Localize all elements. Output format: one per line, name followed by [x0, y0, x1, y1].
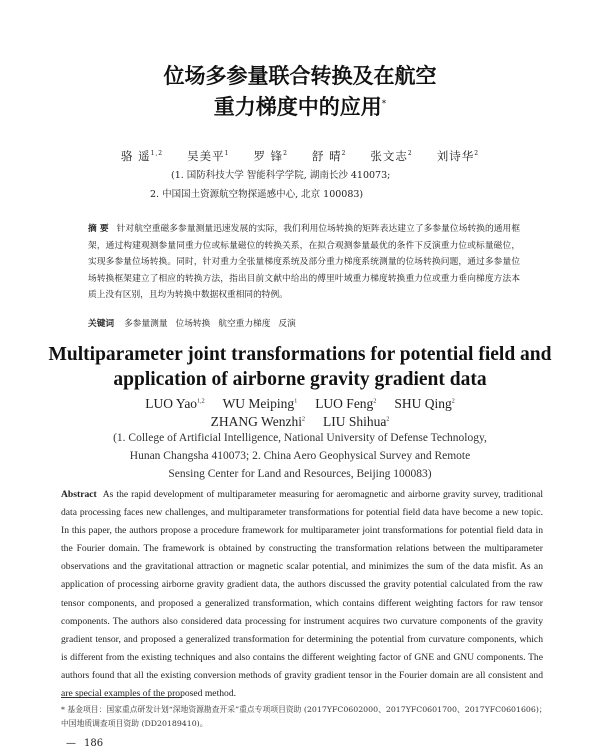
cn-affiliation-2: 2. 中国国土资源航空物探遥感中心, 北京 100083) — [150, 189, 364, 200]
cn-author-affiliation-mark: 1,2 — [150, 150, 164, 158]
en-author-name: ZHANG Wenzhi — [210, 414, 302, 429]
cn-author-affiliation-mark: 2 — [283, 150, 288, 158]
cn-keywords — [88, 317, 304, 329]
en-author-2 — [323, 414, 389, 429]
cn-author-affiliation-mark: 2 — [341, 150, 347, 158]
cn-author-affiliation-mark: 2 — [474, 150, 480, 158]
cn-author-name: 骆 遥 — [120, 149, 151, 163]
cn-author-2 — [187, 149, 229, 163]
en-author-name: LIU Shihua — [322, 414, 387, 429]
cn-author-5 — [370, 149, 412, 163]
cn-title-line-2 — [0, 91, 600, 121]
en-author-name: SHU Qing — [394, 396, 452, 411]
cn-author-name: 吴美平 — [187, 149, 225, 163]
cn-keyword-2: 位场转换 — [175, 319, 211, 329]
en-author-affiliation-mark: 1,2 — [197, 398, 205, 405]
page-number-value: 186 — [84, 738, 104, 749]
cn-keyword-3: 航空重力梯度 — [218, 319, 271, 329]
funding-footnote: * 基金项目：国家重点研发计划“深地资源勘查开采”重点专项项目资助 (2017YFC0602000、2017YFC0601700、2017YFC0601606)；中国地质调查项目资助 (DD20189410)。 — [61, 705, 547, 728]
en-author-affiliation-mark: 2 — [373, 398, 377, 405]
en-author-affiliation-mark: 1 — [294, 398, 298, 405]
en-title-line-2: application of airborne gravity gradient data — [113, 369, 487, 390]
en-author-2 — [223, 396, 298, 411]
en-author-4 — [394, 396, 454, 411]
cn-keyword-4: 反演 — [278, 319, 296, 329]
en-title-line-1: Multiparameter joint transformations for potential field and — [48, 344, 552, 365]
cn-author-3 — [253, 149, 287, 163]
cn-author-name: 舒 晴 — [311, 149, 342, 163]
cn-author-affiliation-mark: 1 — [224, 150, 230, 158]
en-abstract-label: Abstract — [61, 489, 97, 500]
cn-abstract-text: 针对航空重磁多参量测量迅速发展的实际，我们利用位场转换的矩阵表达建立了多参量位场转换的通用框架，通过构建观测参量同重力位或标量磁位的转换关系，在拟合观测参量最优的条件下反演重力位或标量磁位，实现多参量位场转换。同时，针对重力全张量梯度系统及部分重力梯度系统测量的位场转换问题，通过多参量位场转换框架建立了相应的转换方法，指出目前文献中给出的傅里叶域重力梯度转换重力位或重力垂向梯度方法本质上没有区别，且均为转换中数据权重相同的特例。 — [88, 224, 521, 300]
cn-authors — [0, 148, 600, 164]
cn-title-line-2-text: 重力梯度中的应用 — [213, 95, 382, 119]
en-authors-row-2 — [0, 414, 600, 430]
en-abstract-text: As the rapid development of multiparameter measuring for aeromagnetic and airborne gravity survey, traditional data processing faces new challenges, and multiparameter transformations for potential field data have become a new topic. In this paper, the authors propose a procedure framework for multiparameter joint transformations for potential field data in the Fourier domain. The framework is obtained by constructing the transformation relations between the multiparameter observations and the gravitational attraction or magnetic scalar potential, and minimizes the sum of the data misfit. As an application of processing airborne gravity gradient data, the authors discussed the gravity potential calculated from the raw tensor components, and proposed a generalized transformation, which contains different weighting factors for raw tensor components. The authors also considered data processing for instrument acquires two curvature components of the gravity gradient tensor, and proposed a generalized transformation for determining the potential from curvature components, which is different from the existing techniques and also contains the different weighting factor of GNE and GNU components. The authors found that all the existing conversion methods of gravity gradient tensor in the Fourier domain are all consistent and are special examples of the proposed method. — [61, 489, 543, 700]
cn-keyword-1: 多参量测量 — [124, 319, 168, 329]
en-author-affiliation-mark: 2 — [301, 416, 305, 423]
cn-keywords-label: 关键词 — [88, 319, 115, 329]
en-author-3 — [315, 396, 376, 411]
cn-affiliation-1: (1. 国防科技大学 智能科学学院, 湖南长沙 410073; — [171, 170, 391, 181]
cn-abstract — [88, 221, 520, 304]
cn-author-1 — [121, 149, 163, 163]
cn-author-6 — [437, 149, 479, 163]
en-author-name: WU Meiping — [222, 396, 295, 411]
cn-author-name: 刘诗华 — [436, 149, 475, 163]
en-author-name: LUO Yao — [145, 396, 198, 411]
page-number — [66, 738, 103, 749]
footnote-divider — [61, 697, 181, 698]
cn-author-name: 罗 锋 — [253, 149, 284, 163]
cn-title-line-1: 位场多参量联合转换及在航空 — [163, 64, 437, 88]
en-abstract — [61, 486, 543, 703]
en-author-1 — [145, 396, 204, 411]
cn-author-affiliation-mark: 2 — [407, 150, 413, 158]
cn-author-4 — [312, 149, 346, 163]
en-affiliation-line-1: (1. College of Artificial Intelligence, National University of Defense Technology, — [113, 432, 487, 444]
en-author-name: LUO Feng — [315, 396, 374, 411]
cn-abstract-label: 摘 要 — [88, 224, 109, 234]
en-authors-row-1 — [0, 396, 600, 412]
en-author-1 — [211, 414, 305, 429]
en-affiliation-line-3: Sensing Center for Land and Resources, Beijing 100083) — [168, 468, 432, 480]
en-affiliation-line-2: Hunan Changsha 410073; 2. China Aero Geophysical Survey and Remote — [129, 450, 471, 462]
en-author-affiliation-mark: 2 — [451, 398, 455, 405]
en-author-affiliation-mark: 2 — [386, 416, 390, 423]
page-number-dash: — — [66, 738, 76, 749]
cn-title-footnote-mark: * — [381, 99, 387, 109]
cn-author-name: 张文志 — [370, 149, 408, 163]
